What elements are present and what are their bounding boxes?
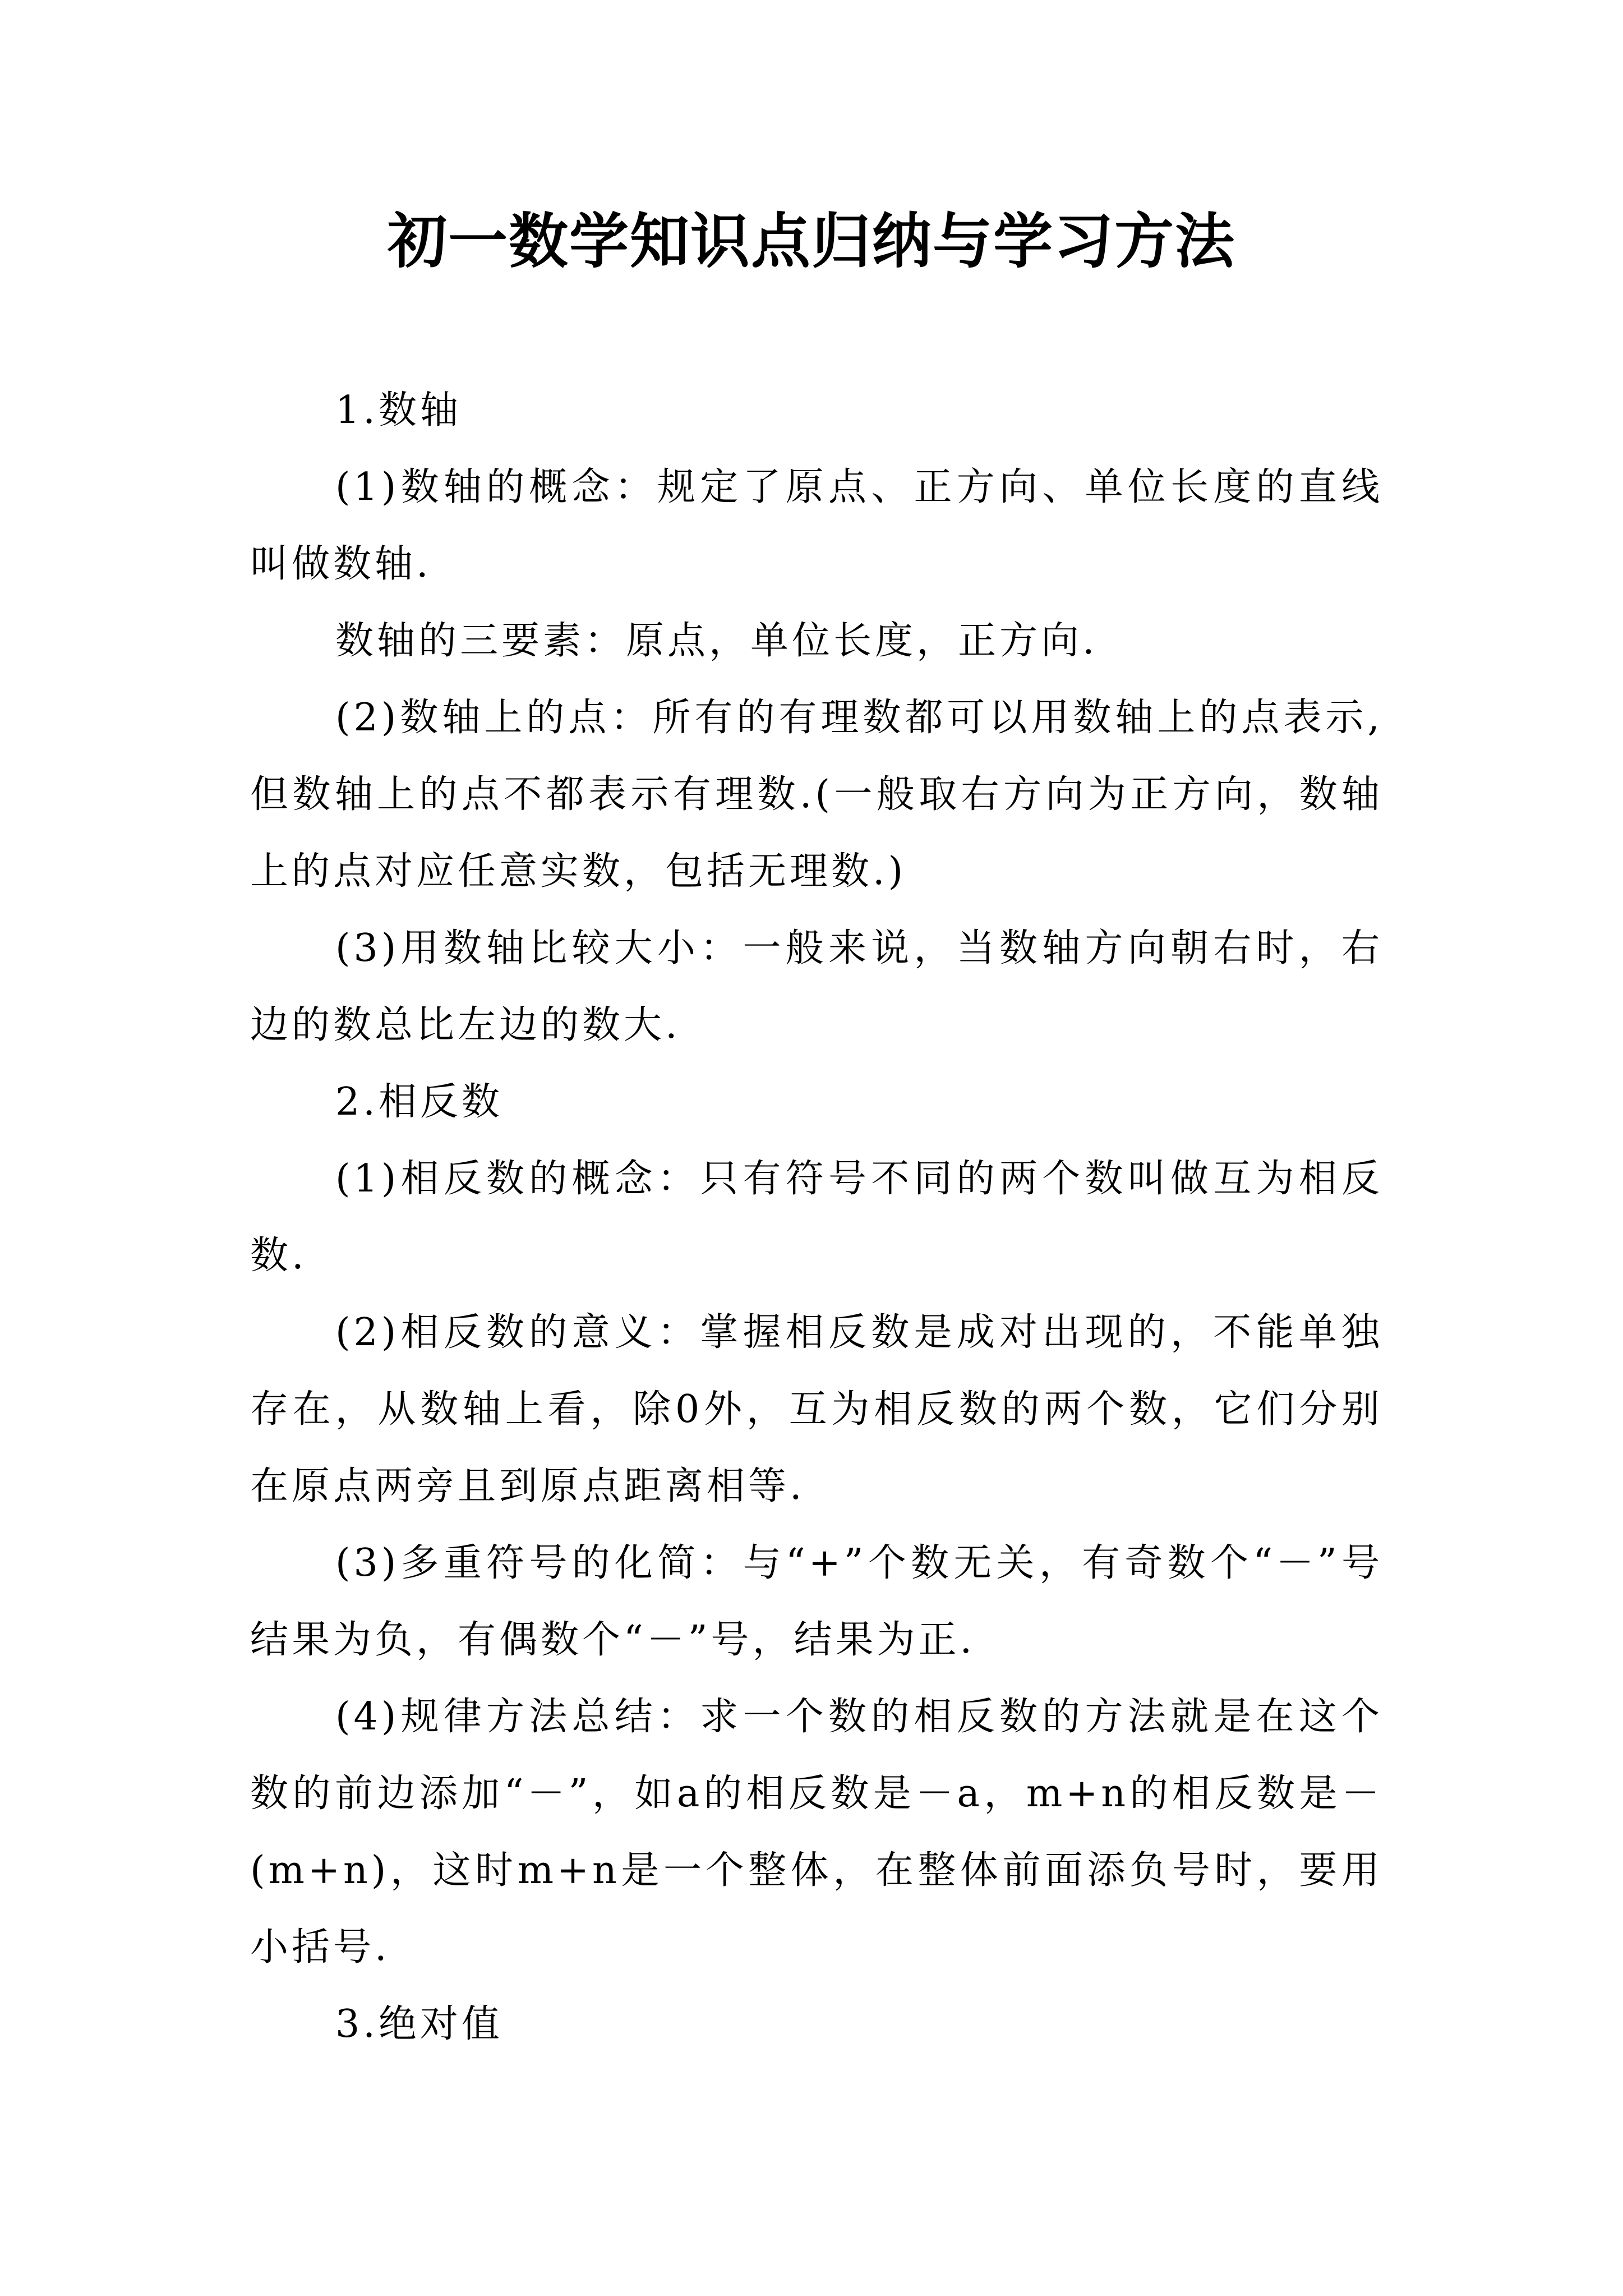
section-heading-number-line: 1.数轴 xyxy=(335,388,462,432)
paragraph: 数轴的三要素：原点，单位长度，正方向. xyxy=(335,619,1098,663)
paragraph: (3)多重符号的化简：与“+”个数无关，有奇数个“－”号结果为负，有偶数个“－”号，结果为正. xyxy=(250,1541,1383,1662)
document-body xyxy=(250,372,1383,2063)
paragraph: (2)相反数的意义：掌握相反数是成对出现的，不能单独存在，从数轴上看，除0外，互为相反数的两个数，它们分别在原点两旁且到原点距离相等. xyxy=(250,1310,1383,1508)
section-heading-opposite-numbers: 2.相反数 xyxy=(335,1080,503,1124)
paragraph: (3)用数轴比较大小：一般来说，当数轴方向朝右时，右边的数总比左边的数大. xyxy=(250,926,1383,1047)
paragraph: (1)相反数的概念：只有符号不同的两个数叫做互为相反数. xyxy=(250,1157,1383,1278)
paragraph: (2)数轴上的点：所有的有理数都可以用数轴上的点表示,但数轴上的点不都表示有理数.(一般取右方向为正方向，数轴上的点对应任意实数，包括无理数.) xyxy=(250,696,1383,894)
paragraph: (4)规律方法总结：求一个数的相反数的方法就是在这个数的前边添加“－”，如a的相反数是－a，m+n的相反数是－(m+n)，这时m+n是一个整体，在整体前面添负号时，要用小括号. xyxy=(250,1695,1383,1970)
document-title: 初一数学知识点归纳与学习方法 xyxy=(388,206,1235,276)
paragraph: (1)数轴的概念：规定了原点、正方向、单位长度的直线叫做数轴. xyxy=(250,465,1383,586)
section-heading-absolute-value: 3.绝对值 xyxy=(335,2002,503,2046)
